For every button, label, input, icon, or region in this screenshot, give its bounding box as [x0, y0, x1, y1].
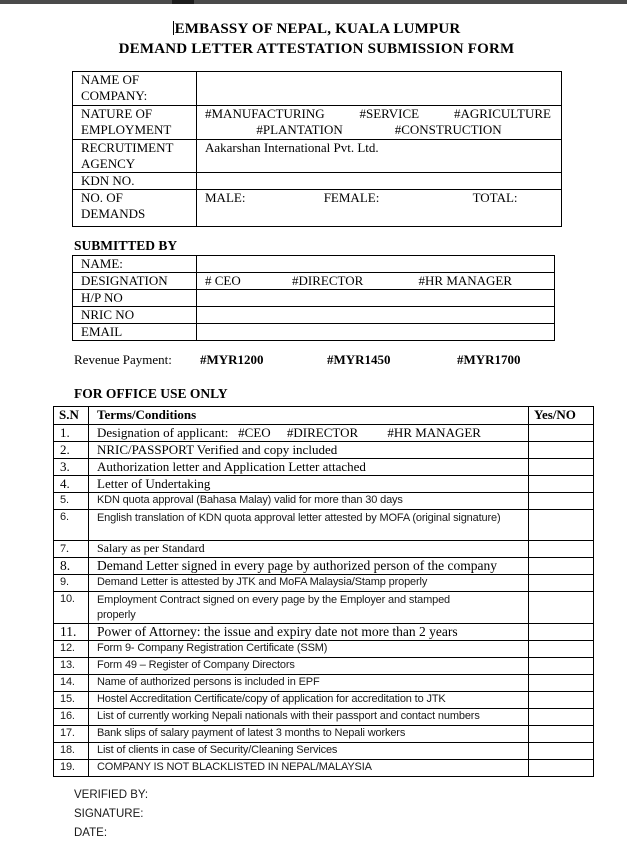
yes-no-cell[interactable]	[529, 459, 594, 476]
hp-no-label: H/P NO	[73, 290, 197, 307]
table-row	[73, 290, 555, 307]
yes-no-cell[interactable]	[529, 558, 594, 575]
row-number: 1.	[54, 425, 89, 442]
signature-label: SIGNATURE:	[74, 808, 144, 820]
option-service: #SERVICE	[359, 106, 420, 121]
table-row	[73, 307, 555, 324]
option-manufacturing: #MANUFACTURING	[205, 106, 325, 121]
hp-no-value[interactable]	[197, 290, 555, 307]
table-row	[54, 624, 594, 641]
verification-block	[74, 786, 148, 843]
yes-no-cell[interactable]	[529, 641, 594, 658]
table-header-row	[54, 407, 594, 425]
table-row	[54, 575, 594, 592]
yes-no-cell[interactable]	[529, 743, 594, 760]
yes-no-cell[interactable]	[529, 425, 594, 442]
table-row	[54, 658, 594, 675]
no-of-demands-label: NO. OF DEMANDS	[73, 190, 197, 227]
date-label: DATE:	[74, 827, 108, 839]
term-text: English translation of KDN quota approval letter attested by MOFA (original signature)	[89, 510, 529, 541]
table-row	[54, 558, 594, 575]
submitted-by-table	[72, 255, 555, 341]
no-of-demands-value[interactable]	[197, 190, 562, 227]
row-number: 10.	[54, 592, 89, 624]
table-row	[54, 709, 594, 726]
table-row	[54, 425, 594, 442]
table-row	[54, 442, 594, 459]
option-construction: #CONSTRUCTION	[394, 122, 502, 137]
term-text: Power of Attorney: the issue and expiry date not more than 2 years	[89, 624, 529, 641]
male-field-label: MALE:	[205, 190, 246, 205]
term-text: Form 9- Company Registration Certificate (SSM)	[89, 641, 529, 658]
row-number: 8.	[54, 558, 89, 575]
row-number: 18.	[54, 743, 89, 760]
table-row	[54, 726, 594, 743]
kdn-no-value[interactable]	[197, 173, 562, 190]
revenue-payment-label: Revenue Payment:	[74, 352, 172, 367]
office-use-table	[53, 406, 594, 777]
yes-no-cell[interactable]	[529, 692, 594, 709]
table-row	[73, 106, 562, 140]
designation-options	[205, 273, 512, 288]
term-text: List of currently working Nepali nationals with their passport and contact numbers	[89, 709, 529, 726]
name-label: NAME:	[73, 256, 197, 273]
table-row	[73, 256, 555, 273]
term-text: Letter of Undertaking	[89, 476, 529, 493]
yes-no-cell[interactable]	[529, 510, 594, 541]
revenue-option-1200: #MYR1200	[200, 352, 264, 367]
term-text: Employment Contract signed on every page by the Employer and stamped properly	[89, 592, 529, 624]
name-value[interactable]	[197, 256, 555, 273]
female-field-label: FEMALE:	[323, 190, 380, 205]
nature-options-line1	[205, 106, 553, 122]
term-text: Name of authorized persons is included in EPF	[89, 675, 529, 692]
revenue-option-1450: #MYR1450	[327, 352, 391, 367]
table-row	[54, 510, 594, 541]
option-hr-manager: #HR MANAGER	[418, 273, 513, 288]
terms-header: Terms/Conditions	[89, 407, 529, 425]
company-name-label: NAME OF COMPANY:	[73, 72, 197, 106]
term-text: KDN quota approval (Bahasa Malay) valid for more than 30 days	[89, 493, 529, 510]
term-text: Authorization letter and Application Letter attached	[89, 459, 529, 476]
term-text: List of clients in case of Security/Cleaning Services	[89, 743, 529, 760]
term-text: Bank slips of salary payment of latest 3 months to Nepali workers	[89, 726, 529, 743]
window-top-strip	[0, 0, 627, 4]
term-text: Demand Letter signed in every page by authorized person of the company	[89, 558, 529, 575]
row-number: 12.	[54, 641, 89, 658]
scrollbar-notch	[172, 0, 194, 4]
recruitment-agency-value[interactable]: Aakarshan International Pvt. Ltd.	[197, 140, 562, 173]
text-cursor	[173, 21, 174, 35]
table-row	[73, 173, 562, 190]
designation-label: DESIGNATION	[73, 273, 197, 290]
term-text: Form 49 – Register of Company Directors	[89, 658, 529, 675]
term-text: Demand Letter is attested by JTK and MoFA Malaysia/Stamp properly	[89, 575, 529, 592]
nature-options-line2	[205, 122, 553, 138]
table-row	[73, 190, 562, 227]
table-row	[54, 459, 594, 476]
table-row	[54, 541, 594, 558]
term-text: Designation of applicant: #CEO #DIRECTOR #HR MANAGER	[89, 425, 529, 442]
nric-no-label: NRIC NO	[73, 307, 197, 324]
company-name-value[interactable]	[197, 72, 562, 106]
email-label: EMAIL	[73, 324, 197, 341]
row-number: 13.	[54, 658, 89, 675]
table-row	[54, 493, 594, 510]
office-use-heading: FOR OFFICE USE ONLY	[74, 386, 228, 401]
row-number: 2.	[54, 442, 89, 459]
row-number: 3.	[54, 459, 89, 476]
table-row	[73, 324, 555, 341]
table-row	[54, 675, 594, 692]
row-number: 9.	[54, 575, 89, 592]
yes-no-cell[interactable]	[529, 624, 594, 641]
yes-no-header: Yes/NO	[529, 407, 594, 425]
designation-value	[197, 273, 555, 290]
yes-no-cell[interactable]	[529, 709, 594, 726]
yes-no-cell[interactable]	[529, 592, 594, 624]
recruitment-agency-label: RECRUTIMENT AGENCY	[73, 140, 197, 173]
nature-of-employment-value	[197, 106, 562, 140]
yes-no-cell[interactable]	[529, 442, 594, 459]
row-number: 6.	[54, 510, 89, 541]
row-number: 7.	[54, 541, 89, 558]
term-text: NRIC/PASSPORT Verified and copy included	[89, 442, 529, 459]
demand-count-fields	[205, 190, 518, 205]
verified-by-label: VERIFIED BY:	[74, 789, 149, 801]
yes-no-cell[interactable]	[529, 675, 594, 692]
kdn-no-label: KDN NO.	[73, 173, 197, 190]
title-line-1-text: EMBASSY OF NEPAL, KUALA LUMPUR	[174, 21, 461, 37]
table-row	[54, 641, 594, 658]
table-row	[54, 476, 594, 493]
table-row	[73, 72, 562, 106]
table-row	[54, 743, 594, 760]
yes-no-cell[interactable]	[529, 575, 594, 592]
row-number: 15.	[54, 692, 89, 709]
option-director: #DIRECTOR	[292, 273, 364, 288]
sn-header: S.N	[54, 407, 89, 425]
row-number: 14.	[54, 675, 89, 692]
company-info-table	[72, 71, 562, 227]
table-row	[54, 760, 594, 777]
total-field-label: TOTAL:	[472, 190, 518, 205]
title-line-1	[72, 19, 561, 39]
row-number: 4.	[54, 476, 89, 493]
title-line-2: DEMAND LETTER ATTESTATION SUBMISSION FORM	[118, 41, 515, 57]
option-plantation: #PLANTATION	[256, 122, 343, 137]
yes-no-cell[interactable]	[529, 658, 594, 675]
yes-no-cell[interactable]	[529, 726, 594, 743]
row-number: 19.	[54, 760, 89, 777]
yes-no-cell[interactable]	[529, 476, 594, 493]
option-ceo: # CEO	[205, 273, 241, 288]
table-row	[73, 273, 555, 290]
document-title	[72, 19, 561, 59]
row-number: 11.	[54, 624, 89, 641]
term-text: Hostel Accreditation Certificate/copy of application for accreditation to JTK	[89, 692, 529, 709]
option-agriculture: #AGRICULTURE	[453, 106, 551, 121]
row-number: 5.	[54, 493, 89, 510]
term-text: COMPANY IS NOT BLACKLISTED IN NEPAL/MALAYSIA	[89, 760, 529, 777]
nric-no-value[interactable]	[197, 307, 555, 324]
submitted-by-heading: SUBMITTED BY	[74, 238, 178, 253]
table-row	[54, 692, 594, 709]
table-row	[54, 592, 594, 624]
row-number: 16.	[54, 709, 89, 726]
yes-no-cell[interactable]	[529, 760, 594, 777]
email-value[interactable]	[197, 324, 555, 341]
yes-no-cell[interactable]	[529, 541, 594, 558]
yes-no-cell[interactable]	[529, 493, 594, 510]
term-text: Salary as per Standard	[89, 541, 529, 558]
revenue-option-1700: #MYR1700	[457, 352, 521, 367]
nature-of-employment-label: NATURE OF EMPLOYMENT	[73, 106, 197, 140]
revenue-payment-line	[74, 352, 554, 369]
table-row	[73, 140, 562, 173]
row-number: 17.	[54, 726, 89, 743]
